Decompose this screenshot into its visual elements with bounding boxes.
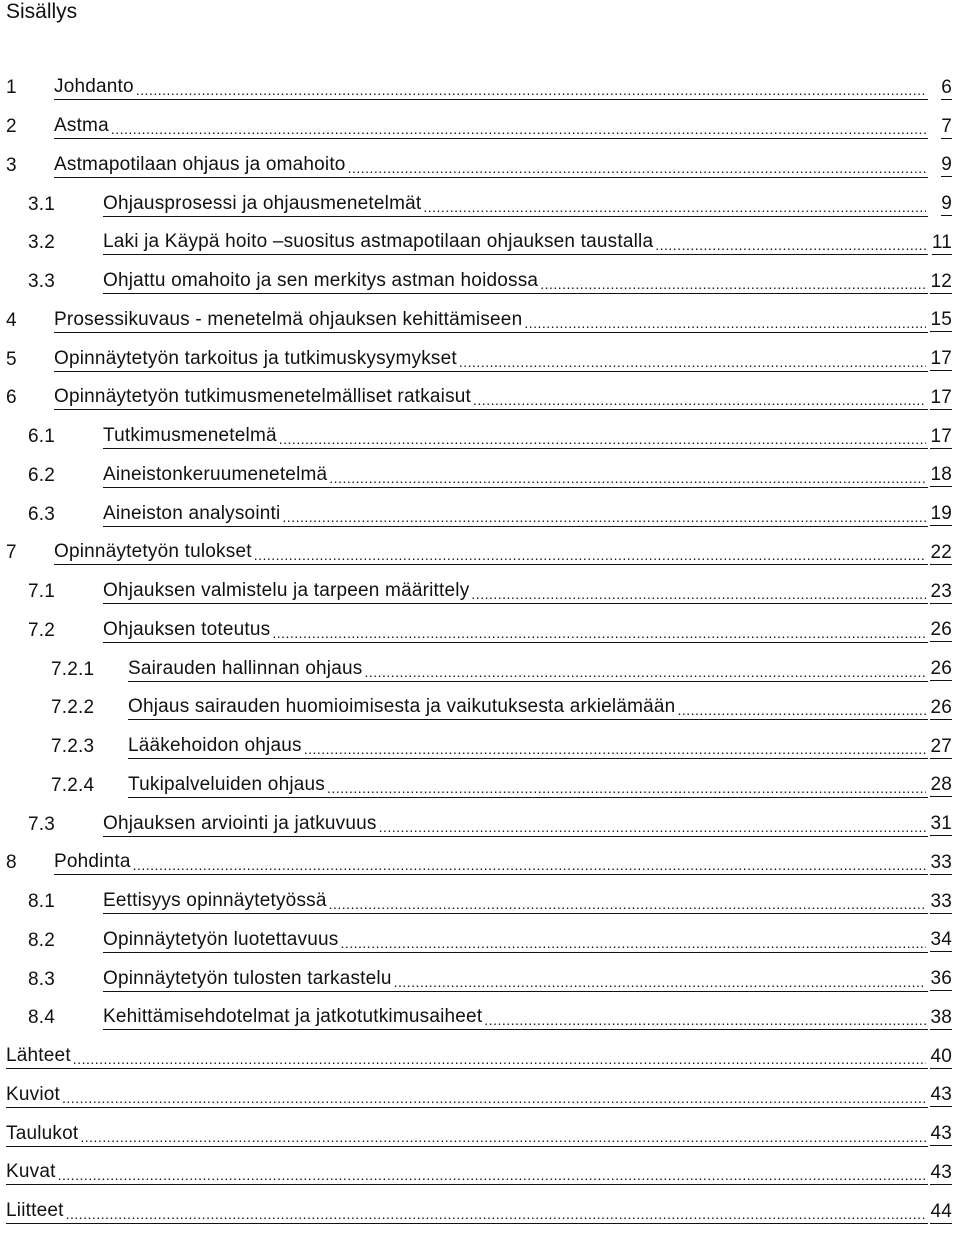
toc-entry[interactable] <box>0 108 960 147</box>
toc-entry-page-number: 26 <box>930 619 952 641</box>
toc-entry-link[interactable] <box>54 386 928 410</box>
toc-entry-link[interactable] <box>103 580 928 604</box>
toc-entry-page-number: 36 <box>930 968 952 990</box>
dot-leader <box>340 936 926 955</box>
toc-entry-title: Opinnäytetyön luotettavuus <box>103 928 339 950</box>
dot-leader <box>66 1207 926 1226</box>
toc-entry-page-number: 44 <box>930 1200 952 1222</box>
toc-entry-link[interactable] <box>103 929 928 953</box>
toc-entry-page-number: 31 <box>930 813 952 835</box>
toc-entry-number: 7.2.3 <box>51 736 95 758</box>
dot-leader <box>459 355 926 374</box>
toc-entry-page-number: 15 <box>930 309 952 331</box>
toc-entry-title: Kuvat <box>6 1161 56 1183</box>
dot-leader <box>254 548 926 567</box>
toc-entry[interactable] <box>0 263 960 302</box>
toc-entry-title: Tukipalveluiden ohjaus <box>128 773 325 795</box>
toc-entry[interactable] <box>0 185 960 224</box>
toc-entry[interactable] <box>0 612 960 651</box>
toc-entry-link[interactable] <box>54 309 928 333</box>
toc-entry[interactable] <box>0 1077 960 1116</box>
dot-leader <box>327 781 926 800</box>
toc-entry[interactable] <box>0 960 960 999</box>
toc-entry-link[interactable] <box>103 619 928 643</box>
toc-entry-title: Astma <box>54 115 109 137</box>
toc-entry[interactable] <box>0 883 960 922</box>
toc-entry-title: Astmapotilaan ohjaus ja omahoito <box>54 153 346 175</box>
toc-entry-link[interactable] <box>6 1123 928 1147</box>
toc-entry-link[interactable] <box>54 348 928 372</box>
toc-entry-link[interactable] <box>103 464 928 488</box>
toc-entry-page-number: 43 <box>930 1084 952 1106</box>
toc-entry-title: Ohjauksen valmistelu ja tarpeen määrittely <box>103 580 470 602</box>
toc-entry-link[interactable] <box>54 851 928 875</box>
toc-entry-page-number: 40 <box>930 1045 952 1067</box>
toc-entry-number: 8.4 <box>28 1007 56 1029</box>
toc-entry-link[interactable] <box>103 813 928 837</box>
toc-entry-page-number: 17 <box>930 348 952 370</box>
dot-leader <box>73 1052 926 1071</box>
table-of-contents <box>0 69 960 1232</box>
toc-entry-title: Opinnäytetyön tarkoitus ja tutkimuskysymykset <box>54 347 457 369</box>
toc-entry[interactable] <box>0 1038 960 1077</box>
toc-entry-number: 7.2.1 <box>51 658 95 680</box>
toc-entry-number: 6.2 <box>28 464 56 486</box>
dot-leader <box>394 975 926 994</box>
toc-entry[interactable] <box>0 147 960 186</box>
toc-entry-title: Pohdinta <box>54 851 131 873</box>
dot-leader <box>329 897 926 916</box>
toc-entry-number: 1 <box>6 77 17 99</box>
toc-entry-title: Kehittämisehdotelmat ja jatkotutkimusaiheet <box>103 1006 483 1028</box>
toc-entry-title: Ohjauksen toteutus <box>103 618 271 640</box>
toc-entry-page-number: 33 <box>930 851 952 873</box>
toc-entry-number: 8.1 <box>28 891 56 913</box>
toc-entry-page-number: 9 <box>941 193 952 215</box>
toc-entry-page-number: 11 <box>931 231 952 253</box>
toc-entry-link[interactable] <box>6 1161 928 1185</box>
toc-entry-link[interactable] <box>128 774 928 798</box>
toc-entry[interactable] <box>0 224 960 263</box>
dot-leader <box>484 1013 926 1032</box>
toc-entry-link[interactable] <box>54 76 928 100</box>
dot-leader <box>655 238 926 257</box>
toc-entry-page-number: 23 <box>930 580 952 602</box>
toc-entry[interactable] <box>0 1193 960 1232</box>
toc-entry-number: 3.2 <box>28 232 56 254</box>
toc-entry-title: Ohjauksen arviointi ja jatkuvuus <box>103 812 377 834</box>
toc-entry-number: 6.1 <box>28 426 56 448</box>
toc-entry-title: Eettisyys opinnäytetyössä <box>103 890 327 912</box>
dot-leader <box>379 820 926 839</box>
toc-entry-page-number: 28 <box>930 774 952 796</box>
toc-entry-link[interactable] <box>54 541 928 565</box>
toc-entry-page-number: 7 <box>941 115 952 137</box>
page-title: Sisällys <box>6 0 78 23</box>
toc-entry-page-number: 19 <box>930 503 952 525</box>
toc-entry[interactable] <box>0 767 960 806</box>
toc-entry-link[interactable] <box>128 658 928 682</box>
toc-entry-title: Lähteet <box>6 1045 71 1067</box>
toc-entry-link[interactable] <box>103 968 928 992</box>
toc-entry-page-number: 18 <box>930 464 952 486</box>
toc-entry[interactable] <box>0 650 960 689</box>
toc-entry-title: Opinnäytetyön tutkimusmenetelmälliset ratkaisut <box>54 386 472 408</box>
dot-leader <box>111 122 926 141</box>
toc-entry-number: 7.2.2 <box>51 697 95 719</box>
toc-entry[interactable] <box>0 573 960 612</box>
toc-entry-number: 8.3 <box>28 968 56 990</box>
toc-entry[interactable] <box>0 728 960 767</box>
toc-entry-number: 3 <box>6 154 17 176</box>
toc-entry-title: Liitteet <box>6 1200 64 1222</box>
toc-entry[interactable] <box>0 999 960 1038</box>
toc-entry[interactable] <box>0 844 960 883</box>
toc-entry-link[interactable] <box>54 154 928 178</box>
dot-leader <box>524 316 926 335</box>
dot-leader <box>80 1130 926 1149</box>
toc-entry-link[interactable] <box>6 1045 928 1069</box>
toc-entry[interactable] <box>0 69 960 108</box>
toc-entry-link[interactable] <box>103 231 928 255</box>
toc-entry-number: 7.2 <box>28 619 56 641</box>
toc-entry-link[interactable] <box>103 890 928 914</box>
toc-entry-number: 5 <box>6 348 17 370</box>
toc-entry-title: Aineiston analysointi <box>103 502 281 524</box>
toc-entry-number: 7 <box>6 542 17 564</box>
toc-entry-number: 6 <box>6 387 17 409</box>
toc-entry-title: Taulukot <box>6 1122 79 1144</box>
dot-leader <box>272 626 926 645</box>
dot-leader <box>329 471 926 490</box>
dot-leader <box>423 200 926 219</box>
toc-entry[interactable] <box>0 457 960 496</box>
toc-entry[interactable] <box>0 418 960 457</box>
toc-entry-title: Kuviot <box>6 1083 61 1105</box>
toc-entry-number: 6.3 <box>28 503 56 525</box>
dot-leader <box>473 393 926 412</box>
dot-leader <box>282 510 926 529</box>
toc-entry-link[interactable] <box>128 735 928 759</box>
toc-entry-number: 3.3 <box>28 271 56 293</box>
toc-entry[interactable] <box>0 689 960 728</box>
toc-entry-page-number: 33 <box>930 890 952 912</box>
toc-entry-page-number: 6 <box>941 76 952 98</box>
toc-entry-title: Ohjaus sairauden huomioimisesta ja vaikutuksesta arkielämään <box>128 696 676 718</box>
toc-entry[interactable] <box>0 340 960 379</box>
toc-entry-title: Lääkehoidon ohjaus <box>128 735 302 757</box>
toc-entry-page-number: 22 <box>930 541 952 563</box>
toc-entry-link[interactable] <box>103 1006 928 1030</box>
toc-entry-page-number: 26 <box>930 658 952 680</box>
toc-entry-link[interactable] <box>54 115 928 139</box>
toc-entry[interactable] <box>0 302 960 341</box>
toc-entry-title: Prosessikuvaus - menetelmä ohjauksen kehittämiseen <box>54 308 523 330</box>
toc-entry-page-number: 17 <box>930 425 952 447</box>
toc-entry-link[interactable] <box>6 1200 928 1224</box>
dot-leader <box>133 858 926 877</box>
toc-entry-number: 8.2 <box>28 929 56 951</box>
toc-entry-number: 3.1 <box>28 193 56 215</box>
toc-entry-title: Opinnäytetyön tulokset <box>54 541 252 563</box>
dot-leader <box>136 83 926 102</box>
toc-entry-page-number: 26 <box>930 696 952 718</box>
toc-entry-number: 7.2.4 <box>51 774 95 796</box>
toc-entry-page-number: 17 <box>930 386 952 408</box>
toc-entry-page-number: 43 <box>930 1123 952 1145</box>
toc-entry-number: 2 <box>6 116 17 138</box>
toc-entry[interactable] <box>0 379 960 418</box>
toc-entry-link[interactable] <box>6 1084 928 1108</box>
toc-entry-title: Ohjattu omahoito ja sen merkitys astman hoidossa <box>103 270 539 292</box>
toc-entry-page-number: 34 <box>930 929 952 951</box>
toc-entry-number: 8 <box>6 852 17 874</box>
dot-leader <box>304 742 926 761</box>
toc-entry-page-number: 38 <box>930 1006 952 1028</box>
dot-leader <box>471 587 926 606</box>
toc-entry-link[interactable] <box>103 270 928 294</box>
toc-entry-title: Johdanto <box>54 76 134 98</box>
toc-entry-title: Laki ja Käypä hoito –suositus astmapotilaan ohjauksen taustalla <box>103 231 654 253</box>
dot-leader <box>62 1091 926 1110</box>
toc-entry-title: Tutkimusmenetelmä <box>103 425 277 447</box>
toc-entry-title: Sairauden hallinnan ohjaus <box>128 657 363 679</box>
toc-entry[interactable] <box>0 805 960 844</box>
toc-entry-number: 4 <box>6 309 17 331</box>
toc-entry-number: 7.3 <box>28 813 56 835</box>
toc-entry-title: Ohjausprosessi ja ohjausmenetelmät <box>103 192 422 214</box>
toc-entry-link[interactable] <box>103 503 928 527</box>
dot-leader <box>348 161 926 180</box>
dot-leader <box>540 277 926 296</box>
toc-entry[interactable] <box>0 1154 960 1193</box>
toc-entry[interactable] <box>0 495 960 534</box>
toc-entry[interactable] <box>0 922 960 961</box>
toc-entry-link[interactable] <box>128 696 928 720</box>
dot-leader <box>364 665 926 684</box>
toc-entry-link[interactable] <box>103 193 928 217</box>
toc-entry-page-number: 9 <box>941 154 952 176</box>
toc-entry[interactable] <box>0 1115 960 1154</box>
toc-entry-page-number: 43 <box>930 1161 952 1183</box>
toc-entry[interactable] <box>0 534 960 573</box>
toc-entry-page-number: 12 <box>930 270 952 292</box>
toc-entry-link[interactable] <box>103 425 928 449</box>
dot-leader <box>677 703 926 722</box>
toc-entry-page-number: 27 <box>930 735 952 757</box>
toc-entry-number: 7.1 <box>28 581 56 603</box>
dot-leader <box>58 1168 926 1187</box>
toc-entry-title: Opinnäytetyön tulosten tarkastelu <box>103 967 392 989</box>
toc-entry-title: Aineistonkeruumenetelmä <box>103 463 328 485</box>
dot-leader <box>279 432 926 451</box>
